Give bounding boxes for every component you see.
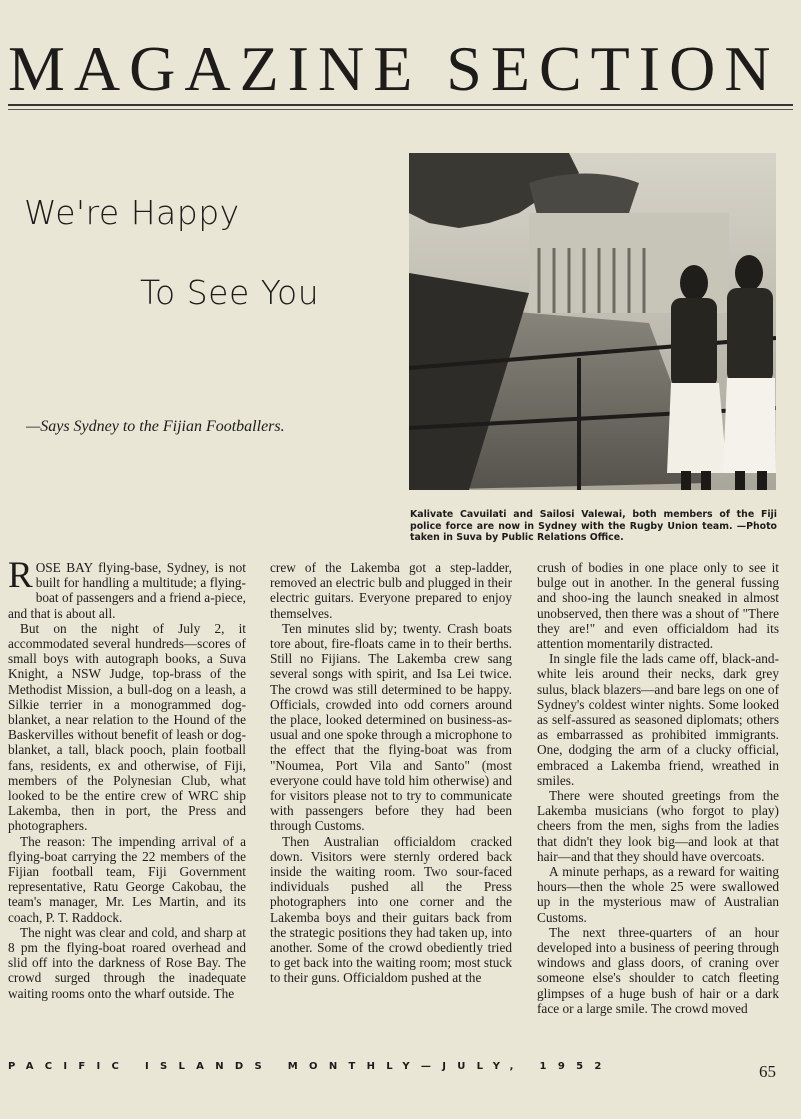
masthead-rule-thin <box>8 109 793 110</box>
article-column-3 <box>537 560 779 1082</box>
masthead-rule <box>8 104 793 106</box>
drop-cap: R <box>8 560 33 596</box>
article-column-2 <box>270 560 512 1082</box>
paragraph: crush of bodies in one place only to see it bulge out in another. In the general fussing and shoo-ing the launch sneaked in almost unobserved, then there was a shout of "There they are!" and even officialdom had its attention momentarily distracted. <box>537 560 779 652</box>
paragraph: crew of the Lakemba got a step-ladder, removed an electric bulb and plugged in their electric guitars. Everyone prepared to enjoy themselves. <box>270 560 512 621</box>
headline-line-1: We're Happy <box>24 193 240 232</box>
paragraph: Then Australian officialdom cracked down. Visitors were sternly ordered back inside the waiting room. Two sour-faced individuals pushed all the Press photographers into one corner and the Lakemba boys and their guitars back from the strategic positions they had taken up, into another. Some of the crowd obediently tried to get back into the waiting room; most stuck to their guns. Officialdom pushed at the <box>270 833 512 986</box>
paragraph: But on the night of July 2, it accommodated several hundreds—scores of small boys with autograph books, a Suva Knight, a NSW Judge, top-brass of the Methodist Mission, a bull-dog on a leash, a Silkie terrier in a monogrammed dog-blanket, a near relation to the Hound of the Baskervilles without benefit of leash or dog-blanket, a tall, black pooch, plain football fans, residents, ex and otherwise, of Fiji, members of the Polynesian Club, what looked to be the entire crew of WRC ship Lakemba, then in port, the Press and photographers. <box>8 620 246 834</box>
subheadline: —Says Sydney to the Fijian Footballers. <box>26 418 285 435</box>
paragraph: In single file the lads came off, black-and-white leis around their necks, dark grey sulus, black blazers—and bare legs on one of Sydney's coldest winter nights. Some looked as self-assured as seasoned diplomats; others as embarrassed as prohibited immigrants. One, dodging the arm of a clucky official, embraced a Lakemba friend, wreathed in smiles. <box>537 651 779 788</box>
paragraph: There were shouted greetings from the Lakemba musicians (who forgot to play) cheers from the men, sighs from the ladies that didn't they look big—and look at that hair—and that they should have overcoats. <box>537 788 779 864</box>
masthead-title: MAGAZINE SECTION <box>8 33 780 104</box>
page-number: 65 <box>759 1062 776 1081</box>
article-column-1 <box>8 560 246 1082</box>
paragraph: A minute perhaps, as a reward for waiting hours—then the whole 25 were swallowed up in the mysterious maw of Australian Customs. <box>537 864 779 925</box>
page-footer: PACIFIC ISLANDS MONTHLY—JULY, 1952 <box>8 1061 613 1072</box>
photo-fijian-policemen <box>409 153 776 490</box>
paragraph: The reason: The impending arrival of a flying-boat carrying the 22 members of the Fijian football team, Fiji Government representative, Ratu George Cakobau, the team's manager, Mr. Les Martin, and its coach, P. T. Raddock. <box>8 833 246 925</box>
headline-line-2: To See You <box>140 273 320 312</box>
paragraph: The next three-quarters of an hour developed into a business of peering through windows and glass doors, of craning over someone else's shoulder to catch fleeting glimpses of a huge bush of hair or a dark face or a large smile. The crowd moved <box>537 924 779 1016</box>
photo-caption: Kalivate Cavuilati and Sailosi Valewai, both members of the Fiji police force are now in Sydney with the Rugby Union team. —Photo taken in Suva by Public Relations Office. <box>410 509 777 543</box>
paragraph: The night was clear and cold, and sharp at 8 pm the flying-boat roared overhead and slid off into the darkness of Rose Bay. The crowd surged through the inadequate waiting rooms onto the wharf outside. The <box>8 924 246 1001</box>
paragraph: OSE BAY flying-base, Sydney, is not built for handling a multitude; a flying-boat of passengers and a friend a-piece, and that is about all. <box>8 560 246 621</box>
paragraph: Ten minutes slid by; twenty. Crash boats tore about, fire-floats came in to their berths. Still no Fijians. The Lakemba crew sang several songs with spirit, and Isa Lei twice. The crowd was still determined to be happy. Officials, crowded into odd corners around the place, looked determined on business-as-usual and one spoke through a microphone to the effect that the flying-boat was from "Noumea, Port Vila and Santo" (most everyone could have told him otherwise) and for visitors please not to try to communicate with passengers before they had been through Customs. <box>270 620 512 834</box>
